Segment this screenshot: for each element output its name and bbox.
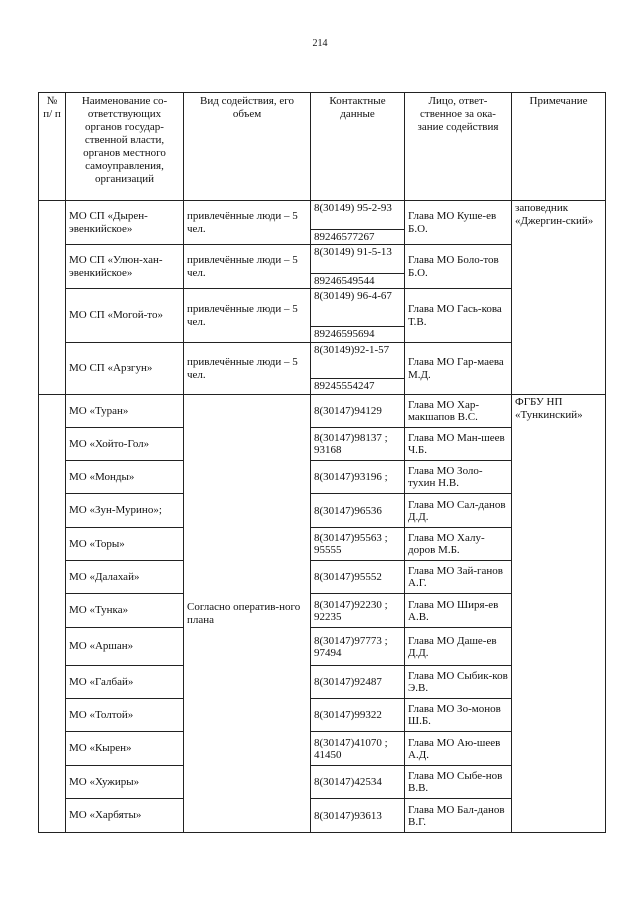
mobile-cell: 89246595694 [311, 327, 405, 343]
note-cell: заповедник «Джергин-ский» [512, 201, 606, 395]
org-cell: МО «Зун-Мурино»; [66, 494, 184, 528]
page-number: 214 [312, 38, 328, 49]
phone-cell: 8(30147)97773 ; 97494 [311, 628, 405, 666]
header-contacts: Контактные данные [311, 93, 405, 201]
person-cell: Глава МО Бал-данов В.Г. [405, 799, 512, 833]
phone-cell: 8(30147)99322 [311, 699, 405, 732]
org-cell: МО СП «Улюн-хан-эвенкийское» [66, 245, 184, 289]
mobile-cell: 89246577267 [311, 230, 405, 245]
phone-cell: 8(30147)93613 [311, 799, 405, 833]
phone-cell: 8(30149) 96-4-67 [311, 289, 405, 327]
person-cell: Глава МО Зо-монов Ш.Б. [405, 699, 512, 732]
person-cell: Глава МО Хар-макшапов В.С. [405, 395, 512, 428]
mobile-cell: 89245554247 [311, 379, 405, 395]
kind-cell: привлечённые люди – 5 чел. [184, 289, 311, 343]
phone-cell: 8(30149) 91-5-13 [311, 245, 405, 274]
person-cell: Глава МО Ширя-ев А.В. [405, 594, 512, 628]
phone-cell: 8(30147)42534 [311, 766, 405, 799]
note-cell: ФГБУ НП «Тункинский» [512, 395, 606, 833]
phone-cell: 8(30147)96536 [311, 494, 405, 528]
mobile-cell: 89246549544 [311, 274, 405, 289]
phone-cell: 8(30147)92487 [311, 666, 405, 699]
org-cell: МО СП «Арзгун» [66, 343, 184, 395]
org-cell: МО «Хужиры» [66, 766, 184, 799]
phone-cell: 8(30147)93196 ; [311, 461, 405, 494]
org-cell: МО «Хойто-Гол» [66, 428, 184, 461]
header-num: № п/ п [39, 93, 66, 201]
phone-cell: 8(30147)98137 ; 93168 [311, 428, 405, 461]
org-cell: МО «Аршан» [66, 628, 184, 666]
kind-cell: привлечённые люди – 5 чел. [184, 245, 311, 289]
phone-cell: 8(30149)92-1-57 [311, 343, 405, 379]
row-num-cell [39, 395, 66, 833]
person-cell: Глава МО Сыбик-ков Э.В. [405, 666, 512, 699]
org-cell: МО «Туран» [66, 395, 184, 428]
header-org: Наименование со-ответствующих органов государ-ственной власти, органов местного самоуправления, организаций [66, 93, 184, 201]
person-cell: Глава МО Боло-тов Б.О. [405, 245, 512, 289]
header-person: Лицо, ответ-ственное за ока-зание содействия [405, 93, 512, 201]
phone-cell: 8(30147)92230 ; 92235 [311, 594, 405, 628]
person-cell: Глава МО Гар-маева М.Д. [405, 343, 512, 395]
phone-cell: 8(30147)95552 [311, 561, 405, 594]
row-num-cell [39, 201, 66, 395]
person-cell: Глава МО Даше-ев Д.Д. [405, 628, 512, 666]
header-kind: Вид содействия, его объем [184, 93, 311, 201]
person-cell: Глава МО Сыбе-нов В.В. [405, 766, 512, 799]
org-cell: МО СП «Могой-то» [66, 289, 184, 343]
table-row [39, 201, 606, 230]
kind-cell: Согласно оператив-ного плана [184, 395, 311, 833]
person-cell: Глава МО Сал-данов Д.Д. [405, 494, 512, 528]
phone-cell: 8(30149) 95-2-93 [311, 201, 405, 230]
org-cell: МО «Галбай» [66, 666, 184, 699]
person-cell: Глава МО Куше-ев Б.О. [405, 201, 512, 245]
person-cell: Глава МО Зай-ганов А.Г. [405, 561, 512, 594]
table-row [39, 395, 606, 428]
header-row [39, 93, 606, 201]
kind-cell: привлечённые люди – 5 чел. [184, 343, 311, 395]
org-cell: МО СП «Дырен-эвенкийское» [66, 201, 184, 245]
assistance-table [38, 92, 606, 833]
person-cell: Глава МО Золо-тухин Н.В. [405, 461, 512, 494]
org-cell: МО «Монды» [66, 461, 184, 494]
org-cell: МО «Кырен» [66, 732, 184, 766]
org-cell: МО «Тунка» [66, 594, 184, 628]
kind-cell: привлечённые люди – 5 чел. [184, 201, 311, 245]
org-cell: МО «Далахай» [66, 561, 184, 594]
person-cell: Глава МО Ман-шеев Ч.Б. [405, 428, 512, 461]
person-cell: Глава МО Аю-шеев А.Д. [405, 732, 512, 766]
header-note: Примечание [512, 93, 606, 201]
person-cell: Глава МО Халу-доров М.Б. [405, 528, 512, 561]
org-cell: МО «Харбяты» [66, 799, 184, 833]
person-cell: Глава МО Гась-кова Т.В. [405, 289, 512, 343]
phone-cell: 8(30147)41070 ; 41450 [311, 732, 405, 766]
org-cell: МО «Толтой» [66, 699, 184, 732]
org-cell: МО «Торы» [66, 528, 184, 561]
phone-cell: 8(30147)94129 [311, 395, 405, 428]
phone-cell: 8(30147)95563 ; 95555 [311, 528, 405, 561]
